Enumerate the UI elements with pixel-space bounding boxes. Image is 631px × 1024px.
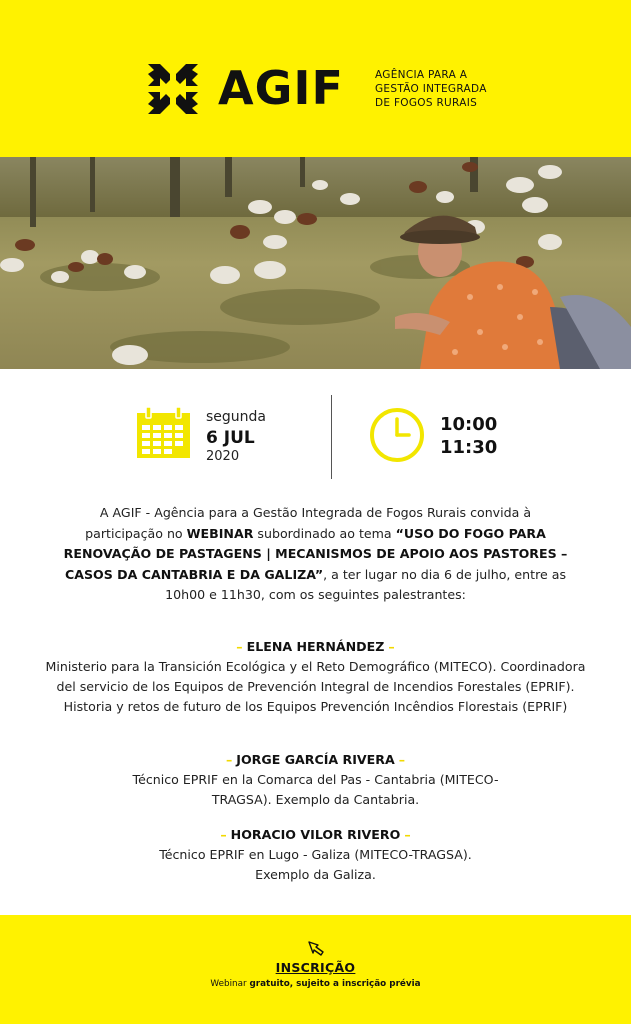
event-date: 6 JUL [206,428,255,448]
brand-subtitle-line: AGÊNCIA PARA A [375,69,468,81]
note-bold: gratuito, sujeito a inscrição prévia [249,979,421,989]
hand-pointer-icon [305,939,327,961]
speaker-elena-hernandez [40,637,591,717]
registration-note [0,979,631,989]
dash-decoration: – [404,827,411,842]
event-year: 2020 [206,449,240,464]
dash-decoration: – [220,827,227,842]
dash-decoration: – [388,639,395,654]
event-weekday: segunda [206,409,267,425]
dash-decoration: – [398,752,406,767]
intro-text: A AGIF - Agência para a Gestão Integrada de Fogos Rurais convida à participação no [85,505,532,541]
intro-theme: “USO DO FOGO PARA RENOVAÇÃO DE PASTAGENS | MECANISMOS DE APOIO AOS PASTORES – CASOS DA CANTABRIA E DA GALIZA” [63,525,568,582]
speaker-name: ELENA HERNÁNDEZ [246,639,385,654]
agif-cross-arrows-icon [146,62,200,116]
note-prefix: Webinar [210,979,250,989]
brand-subtitle-line: GESTÃO INTEGRADA [375,83,487,95]
speaker-description: Técnico EPRIF en la Comarca del Pas - Cantabria (MITECO-TRAGSA). Exemplo da Cantabria. [132,772,499,807]
header-banner [0,0,631,157]
dash-decoration: – [236,639,243,654]
event-start-time: 10:00 [440,414,498,435]
intro-text: subordinado ao tema [253,525,396,541]
speaker-name-line [40,825,591,845]
speaker-name-line [40,637,591,657]
event-date-time [0,392,631,480]
speaker-name-line [40,750,591,770]
brand-subtitle-line: DE FOGOS RURAIS [375,97,478,109]
speaker-description: Técnico EPRIF en Lugo - Galiza (MITECO-TRAGSA). Exemplo da Galiza. [159,847,472,882]
date-time-divider [331,395,332,479]
speaker-description: Ministerio para la Transición Ecológica y el Reto Demográfico (MITECO). Coordinadora del servicio de los Equipos de Prevención Integral de Incendios Forestales (EPRIF). Historia y retos de futuro de los Equipos Prevención Incêndios Florestais (EPRIF) [45,659,586,714]
intro-text: , a ter lugar no dia 6 de julho, entre as 10h00 e 11h30, com os seguintes palestrantes: [165,566,567,602]
shepherd-with-sheep-photo [0,157,631,369]
calendar-icon [136,407,191,459]
brand-subtitle [375,68,487,110]
speaker-name: HORACIO VILOR RIVERO [230,827,401,842]
registration-link[interactable]: INSCRIÇÃO [275,960,356,975]
speaker-horacio-vilor-rivero [40,825,591,885]
brand-name: AGIF [218,61,344,115]
speaker-jorge-garcia-rivera [40,750,591,810]
clock-icon [369,407,425,463]
registration-footer [0,915,631,1024]
speaker-name: JORGE GARCÍA RIVERA [236,752,395,767]
invitation-text [60,503,571,606]
dash-decoration: – [225,752,233,767]
event-end-time: 11:30 [440,437,498,458]
intro-webinar: WEBINAR [186,525,254,541]
